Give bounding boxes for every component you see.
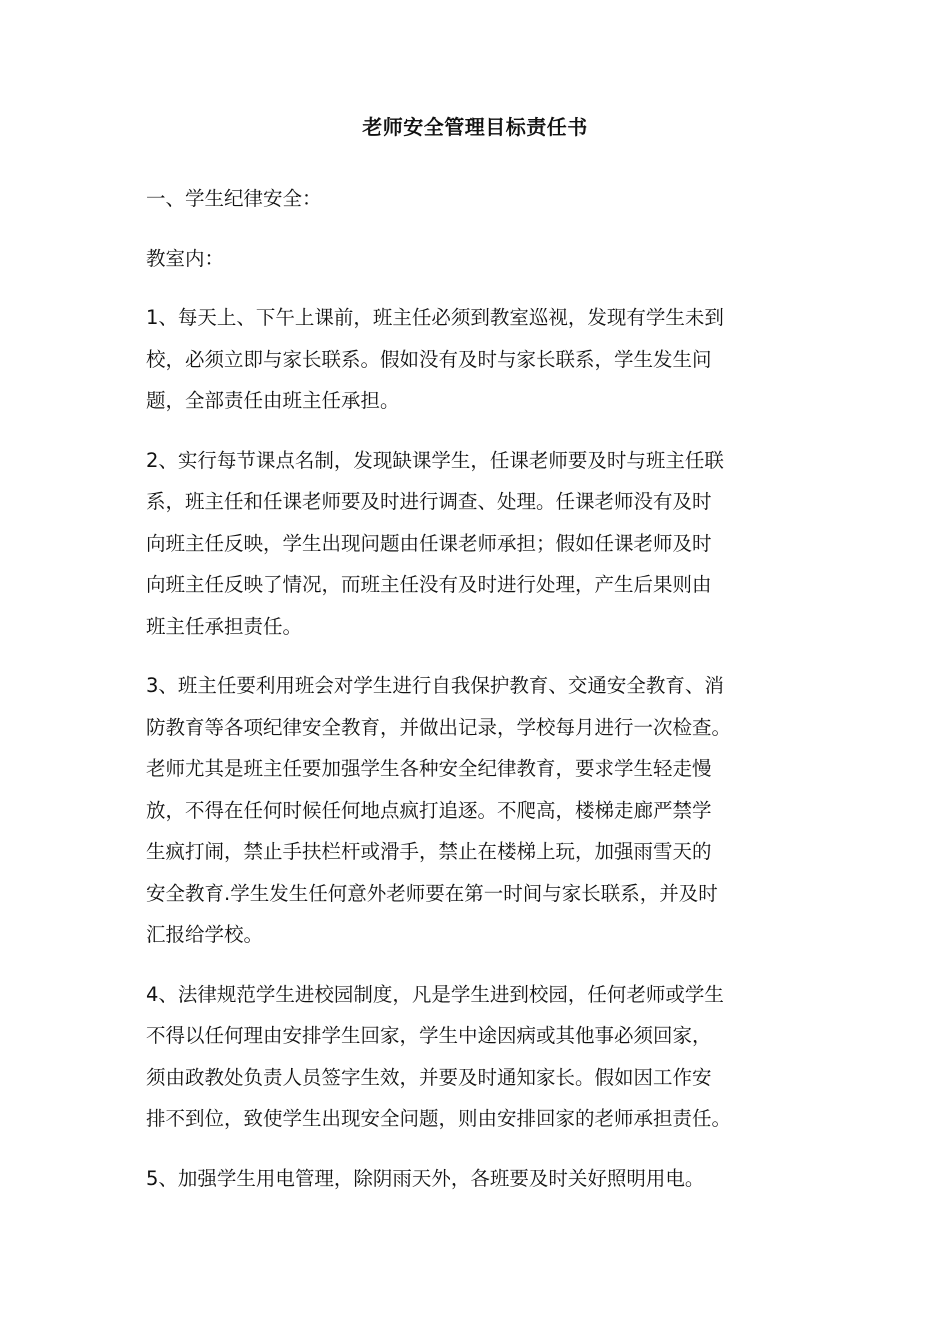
paragraph-line: 放，不得在任何时候任何地点疯打追逐。不爬高，楼梯走廊严禁学 xyxy=(146,798,712,822)
paragraph-line: 2、实行每节课点名制，发现缺课学生，任课老师要及时与班主任联 xyxy=(146,448,724,472)
paragraph-3 xyxy=(146,665,810,956)
paragraph-line: 向班主任反映了情况，而班主任没有及时进行处理，产生后果则由 xyxy=(146,573,712,596)
paragraph-2 xyxy=(146,440,810,648)
paragraph-line: 排不到位，致使学生出现安全问题，则由安排回家的老师承担责任。 xyxy=(146,1107,732,1130)
document-body xyxy=(146,178,810,1217)
paragraph-4 xyxy=(146,974,810,1140)
paragraph-line: 防教育等各项纪律安全教育，并做出记录，学校每月进行一次检查。 xyxy=(146,715,732,739)
paragraph-line: 题，全部责任由班主任承担。 xyxy=(146,389,400,412)
document-title: 老师安全管理目标责任书 xyxy=(362,115,588,139)
paragraph-line: 系，班主任和任课老师要及时进行调查、处理。任课老师没有及时 xyxy=(146,490,712,513)
paragraph-line: 不得以任何理由安排学生回家，学生中途因病或其他事必须回家， xyxy=(146,1024,712,1047)
paragraph-line: 4、法律规范学生进校园制度，凡是学生进到校园，任何老师或学生 xyxy=(146,982,724,1006)
paragraph-line: 校，必须立即与家长联系。假如没有及时与家长联系，学生发生问 xyxy=(146,347,712,371)
paragraph-line: 老师尤其是班主任要加强学生各种安全纪律教育，要求学生轻走慢 xyxy=(146,757,712,780)
paragraph-1 xyxy=(146,297,810,422)
paragraph-line: 向班主任反映，学生出现问题由任课老师承担；假如任课老师及时 xyxy=(146,531,712,555)
paragraph-line: 须由政教处负责人员签字生效，并要及时通知家长。假如因工作安 xyxy=(146,1065,712,1089)
paragraph-line: 安全教育.学生发生任何意外老师要在第一时间与家长联系，并及时 xyxy=(146,881,718,905)
paragraph-line: 3、班主任要利用班会对学生进行自我保护教育、交通安全教育、消 xyxy=(146,674,724,697)
subheading: 教室内： xyxy=(146,246,225,270)
paragraph-line: 1、每天上、下午上课前，班主任必须到教室巡视，发现有学生未到 xyxy=(146,306,724,329)
paragraph-line: 生疯打闹，禁止手扶栏杆或滑手，禁止在楼梯上玩，加强雨雪天的 xyxy=(146,840,712,863)
paragraph-line: 5、加强学生用电管理，除阴雨天外，各班要及时关好照明用电。 xyxy=(146,1166,705,1190)
paragraph-5 xyxy=(146,1158,810,1200)
section-heading: 一、学生纪律安全： xyxy=(146,187,322,210)
paragraph-line: 汇报给学校。 xyxy=(146,923,264,946)
paragraph-line: 班主任承担责任。 xyxy=(146,614,303,638)
